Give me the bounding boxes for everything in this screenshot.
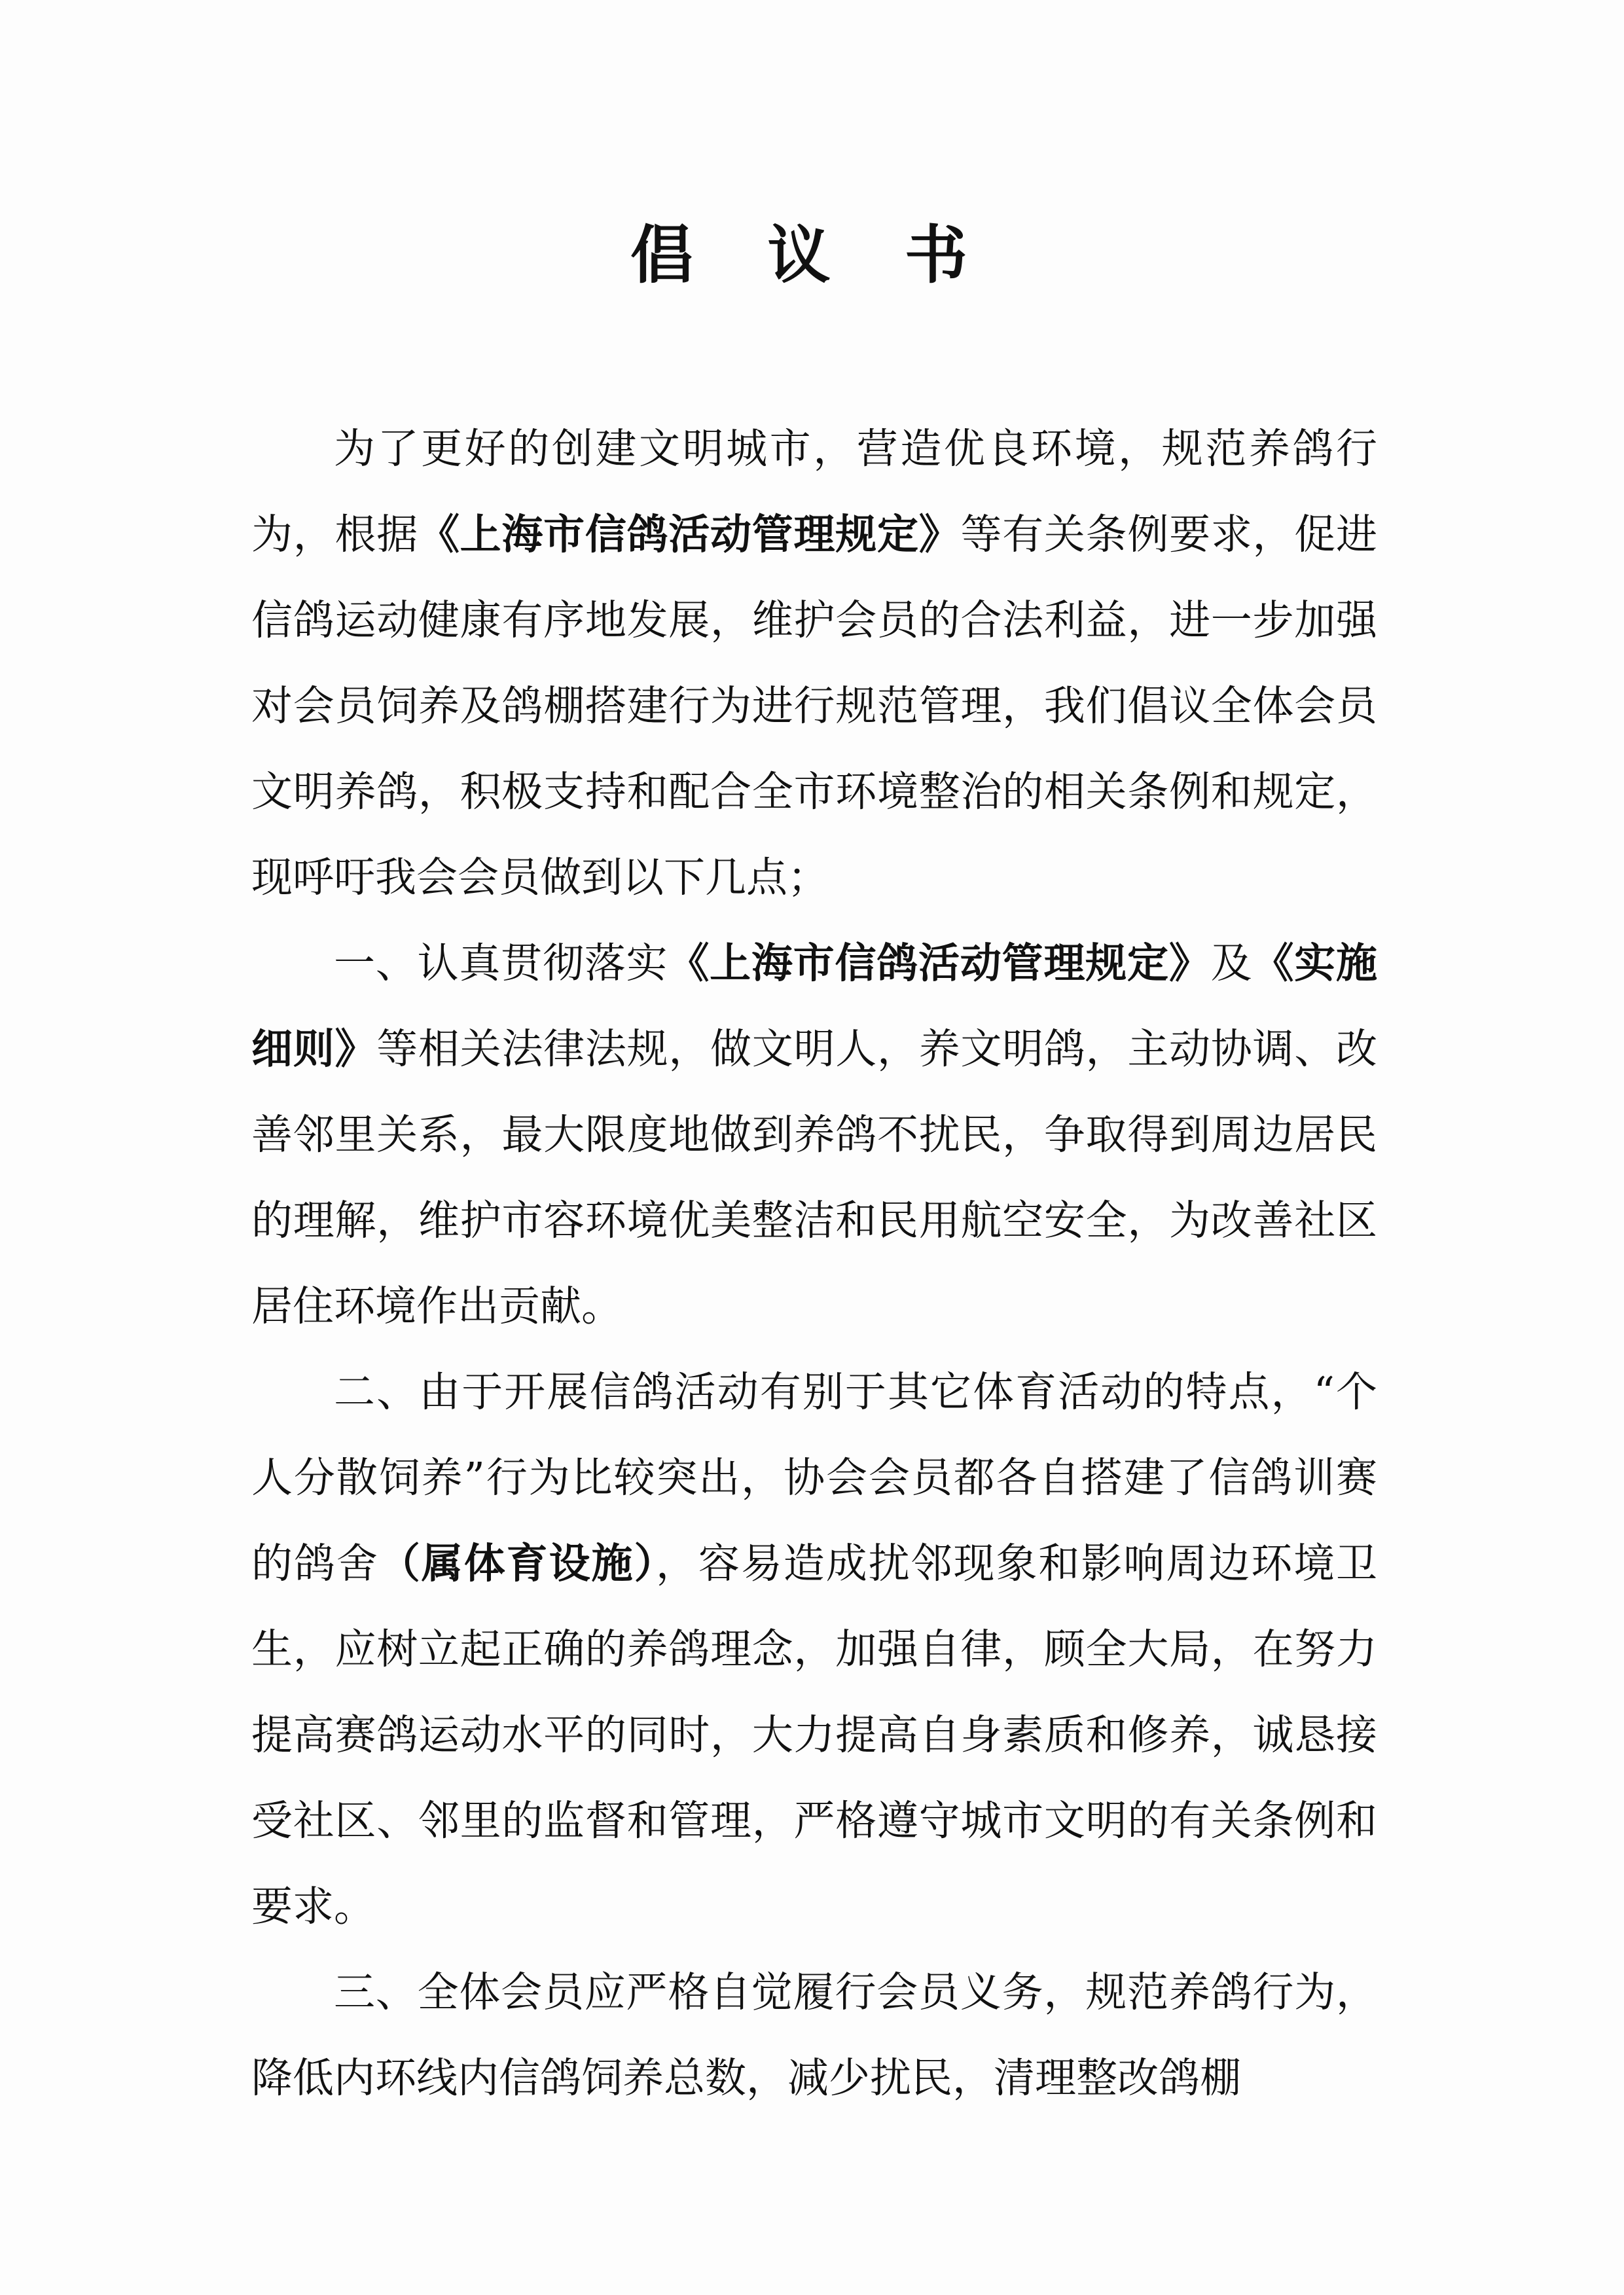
- text-run: 等有关条例要求，促进信鸽运动健康有序地发展，维护会员的合法利益，进一步加强对会员饲养及鸽棚搭建行为进行规范管理，我们倡议全体会员文明养鸽，积极支持和配合全市环境整治的相关条例和规定，现呼吁我会会员做到以下几点；: [251, 511, 1378, 901]
- paragraph-item-2: [251, 1349, 1377, 1949]
- paragraph-intro: [251, 406, 1377, 920]
- text-run: 一、认真贯彻落实: [334, 939, 668, 987]
- text-run: 为了更好的创建文明城市，营造优良环境，规范养鸽行为，根据: [251, 425, 1377, 558]
- text-run: ，容易造成扰邻现象和影响周边环境卫生，应树立起正确的养鸽理念，加强自律，顾全大局，在努力提高赛鸽运动水平的同时，大力提高自身素质和修养，诚恳接受社区、邻里的监督和管理，严格遵守城市文明的有关条例和要求。: [251, 1540, 1378, 1930]
- paragraph-item-3: [251, 1949, 1377, 2121]
- document-body: [251, 406, 1377, 2121]
- bold-regulation-title: 《上海市信鸽活动管理规定》: [418, 510, 961, 558]
- text-run: 及: [1210, 939, 1253, 987]
- paragraph-item-1: [251, 920, 1377, 1349]
- bold-regulation-title: 《上海市信鸽活动管理规定》: [668, 939, 1211, 987]
- document-title: 倡 议 书: [630, 218, 994, 292]
- text-run: 二、由于开展信鸽活动有别于其它体育活动的特点，“个人分散饲养”行为比较突出，协会会员都各自搭建了信鸽训赛的鸽舍: [251, 1368, 1377, 1587]
- text-run: 等相关法律法规，做文明人，养文明鸽，主动协调、改善邻里关系，最大限度地做到养鸽不扰民，争取得到周边居民的理解，维护市容环境优美整洁和民用航空安全，为改善社区居住环境作出贡献。: [251, 1025, 1378, 1330]
- bold-rules-title: 《实施细则》: [251, 939, 1378, 1073]
- bold-facility-note: （属体育设施）: [378, 1539, 656, 1587]
- text-run: 三、全体会员应严格自觉履行会员义务，规范养鸽行为，降低内环线内信鸽饲养总数，减少扰民，清理整改鸽棚: [251, 1968, 1377, 2102]
